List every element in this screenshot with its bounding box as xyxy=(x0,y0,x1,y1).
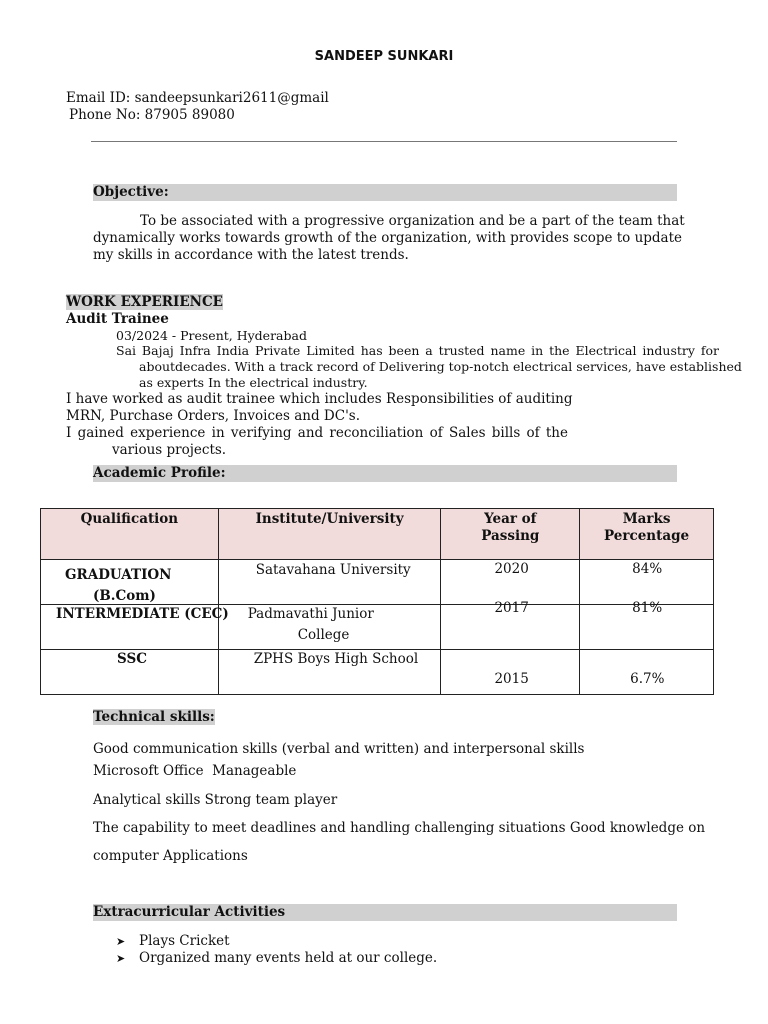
col-institute-label: Institute/University xyxy=(255,511,404,527)
list-item xyxy=(116,950,438,966)
company-line-1: Sai Bajaj Infra India Private Limited has been a trusted name in the Electrical industry for xyxy=(116,343,719,358)
skill-line-4: The capability to meet deadlines and handling challenging situations Good knowledge on xyxy=(93,820,706,836)
objective-line-3: my skills in accordance with the latest trends. xyxy=(93,247,409,263)
institute-cell-sub: College xyxy=(297,627,350,643)
col-year-label-2: Passing xyxy=(481,528,540,544)
company-line-3: as experts In the electrical industry. xyxy=(139,375,368,390)
col-year xyxy=(441,509,580,560)
work-heading xyxy=(66,294,223,310)
qualification-cell: GRADUATION xyxy=(65,567,172,583)
col-institute xyxy=(218,509,441,560)
table-row xyxy=(41,650,714,695)
objective-line-2: dynamically works towards growth of the organization, with provides scope to update xyxy=(93,230,683,246)
duty-line-2: MRN, Purchase Orders, Invoices and DC's. xyxy=(66,408,361,424)
extra-heading: Extracurricular Activities xyxy=(93,904,286,920)
col-year-label-1: Year of xyxy=(484,511,537,527)
institute-cell: Padmavathi Junior xyxy=(247,606,374,622)
header-divider xyxy=(91,141,677,142)
skill-line-2: Microsoft Office Manageable xyxy=(93,763,297,779)
academic-table-header xyxy=(41,509,714,560)
skill-line-3: Analytical skills Strong team player xyxy=(93,792,338,808)
marks-cell: 6.7% xyxy=(630,671,665,687)
table-row xyxy=(41,560,714,605)
arrow-bullet-icon: ➤ xyxy=(116,935,126,948)
duty-line-4: various projects. xyxy=(112,442,227,458)
arrow-bullet-icon: ➤ xyxy=(116,952,126,965)
year-cell: 2020 xyxy=(494,561,529,577)
qualification-cell: SSC xyxy=(117,651,147,667)
year-cell: 2015 xyxy=(494,671,529,687)
academic-heading-bar xyxy=(93,465,677,482)
objective-line-1: To be associated with a progressive organization and be a part of the team that xyxy=(140,213,685,229)
objective-heading-bar xyxy=(93,184,677,201)
activity-text: Plays Cricket xyxy=(139,933,230,949)
qualification-cell: INTERMEDIATE (CEC) xyxy=(56,606,229,622)
job-role: Audit Trainee xyxy=(66,311,169,327)
phone-line: Phone No: 87905 89080 xyxy=(69,107,235,123)
duty-line-1: I have worked as audit trainee which includes Responsibilities of auditing xyxy=(66,391,573,407)
institute-cell: ZPHS Boys High School xyxy=(253,651,419,667)
work-heading-text: WORK EXPERIENCE xyxy=(66,294,223,310)
col-qualification xyxy=(41,509,219,560)
email-line: Email ID: sandeepsunkari2611@gmail xyxy=(66,90,329,106)
col-marks xyxy=(580,509,714,560)
year-cell: 2017 xyxy=(494,600,529,616)
job-period: 03/2024 - Present, Hyderabad xyxy=(116,328,307,343)
col-qualification-label: Qualification xyxy=(80,511,179,527)
company-line-2: aboutdecades. With a track record of Delivering top-notch electrical services, have established xyxy=(139,359,742,374)
qualification-cell-sub: (B.Com) xyxy=(93,588,156,604)
institute-cell: Satavahana University xyxy=(255,562,411,578)
skills-heading xyxy=(93,709,215,725)
activity-text: Organized many events held at our college. xyxy=(139,950,438,966)
academic-heading: Academic Profile: xyxy=(93,465,226,481)
marks-cell: 84% xyxy=(632,561,663,577)
marks-cell: 81% xyxy=(632,600,663,616)
extra-heading-bar xyxy=(93,904,677,921)
table-row xyxy=(41,605,714,650)
candidate-name: SANDEEP SUNKARI xyxy=(314,49,454,64)
list-item xyxy=(116,933,230,949)
col-marks-label-1: Marks xyxy=(622,511,671,527)
academic-table xyxy=(40,508,714,695)
objective-heading: Objective: xyxy=(93,184,169,200)
skill-line-5: computer Applications xyxy=(93,848,248,864)
duty-line-3: I gained experience in verifying and reconciliation of Sales bills of the xyxy=(66,425,568,441)
skills-heading-text: Technical skills: xyxy=(93,709,215,725)
col-marks-label-2: Percentage xyxy=(604,528,690,544)
skill-line-1: Good communication skills (verbal and written) and interpersonal skills xyxy=(93,741,585,757)
